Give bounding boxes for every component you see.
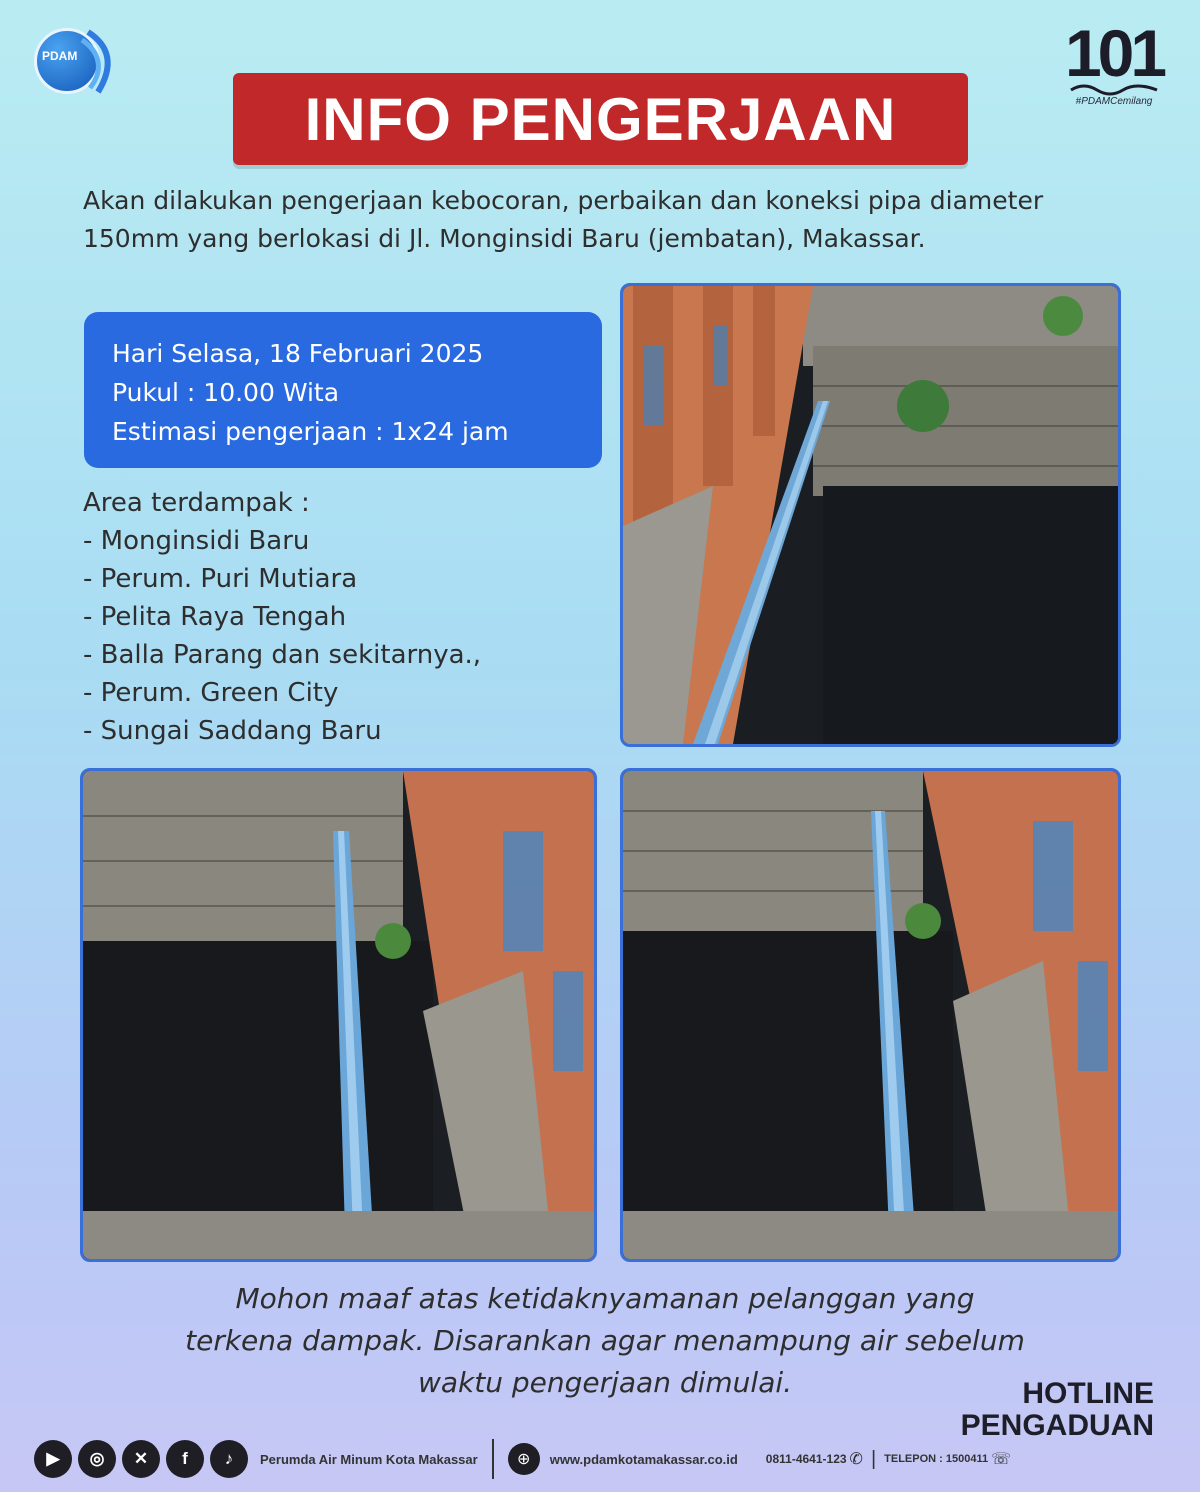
pdam-logo-text: PDAM bbox=[42, 49, 78, 63]
whatsapp-icon: ✆ bbox=[849, 1451, 863, 1468]
apology-line: terkena dampak. Disarankan agar menampung air sebelum bbox=[185, 1324, 1025, 1357]
page-title: INFO PENGERJAAN bbox=[304, 85, 897, 153]
schedule-estimate: Estimasi pengerjaan : 1x24 jam bbox=[112, 417, 509, 446]
site-photo-3 bbox=[620, 768, 1121, 1262]
organization-name: Perumda Air Minum Kota Makassar bbox=[260, 1451, 478, 1467]
anniversary-number: 101 bbox=[1064, 16, 1164, 90]
site-photo-1 bbox=[620, 283, 1121, 747]
telephone-number[interactable]: TELEPON : 1500411 bbox=[884, 1453, 989, 1465]
anniversary-logo bbox=[1054, 18, 1174, 128]
area-item: - Perum. Green City bbox=[83, 678, 339, 708]
site-photo-2 bbox=[80, 768, 597, 1262]
water-drop-icon bbox=[80, 26, 120, 96]
hotline-line: HOTLINE bbox=[1022, 1377, 1154, 1410]
pdam-logo bbox=[30, 22, 126, 100]
area-item: - Pelita Raya Tengah bbox=[83, 602, 347, 632]
apology-line: waktu pengerjaan dimulai. bbox=[417, 1366, 793, 1399]
affected-areas bbox=[83, 484, 603, 750]
footer bbox=[34, 1436, 1174, 1482]
tiktok-icon[interactable]: ♪ bbox=[210, 1440, 248, 1478]
website-link[interactable]: www.pdamkotamakassar.co.id bbox=[549, 1451, 738, 1467]
apology-text bbox=[100, 1278, 1110, 1404]
intro-text: Akan dilakukan pengerjaan kebocoran, perbaikan dan koneksi pipa diameter 150mm yang berlokasi di Jl. Monginsidi Baru (jembatan), Makassar. bbox=[83, 186, 1044, 253]
anniversary-tag: #PDAMCemilang bbox=[1075, 96, 1153, 107]
globe-icon: ⊕ bbox=[508, 1443, 540, 1475]
schedule-day: Hari Selasa, 18 Februari 2025 bbox=[112, 339, 484, 368]
area-item: - Balla Parang dan sekitarnya., bbox=[83, 640, 482, 670]
hotline-line: PENGADUAN bbox=[960, 1409, 1154, 1442]
social-links bbox=[34, 1440, 248, 1478]
instagram-icon[interactable]: ◎ bbox=[78, 1440, 116, 1478]
schedule-time: Pukul : 10.00 Wita bbox=[112, 378, 340, 407]
area-item: - Monginsidi Baru bbox=[83, 526, 310, 556]
apology-line: Mohon maaf atas ketidaknyamanan pelanggan yang bbox=[235, 1282, 975, 1315]
youtube-icon[interactable]: ▶ bbox=[34, 1440, 72, 1478]
divider: | bbox=[870, 1447, 877, 1470]
schedule-box bbox=[84, 312, 602, 468]
x-icon[interactable]: ✕ bbox=[122, 1440, 160, 1478]
areas-heading: Area terdampak : bbox=[83, 488, 310, 518]
facebook-icon[interactable]: f bbox=[166, 1440, 204, 1478]
phone-number[interactable]: 0811-4641-123 bbox=[765, 1452, 847, 1466]
divider bbox=[492, 1439, 494, 1479]
phone-icon: ☏ bbox=[991, 1451, 1012, 1468]
title-banner bbox=[233, 73, 968, 165]
area-item: - Sungai Saddang Baru bbox=[83, 716, 382, 746]
area-item: - Perum. Puri Mutiara bbox=[83, 564, 358, 594]
hotline-heading bbox=[961, 1378, 1154, 1442]
